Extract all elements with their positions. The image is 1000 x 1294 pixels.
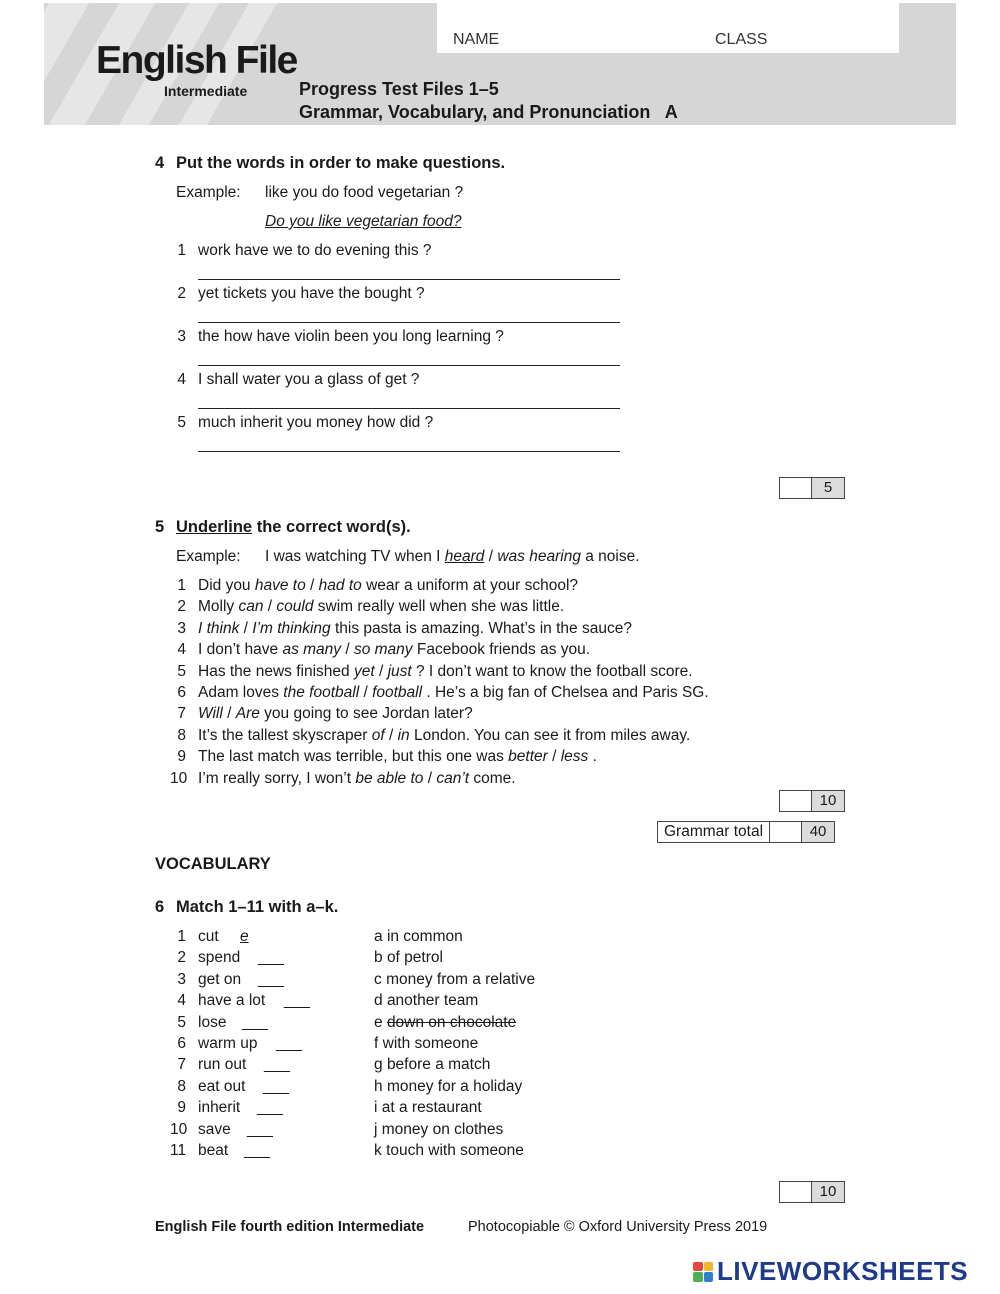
example-label: Example:	[176, 548, 241, 565]
score-input[interactable]	[780, 1182, 812, 1202]
choice-sentence	[198, 748, 597, 766]
option-b: was hearing	[497, 548, 581, 565]
question-number: 7	[177, 705, 186, 723]
match-number: 2	[177, 949, 186, 967]
choice-sentence	[198, 770, 516, 788]
separator: /	[484, 548, 498, 565]
name-class-box	[437, 3, 899, 53]
separator: /	[239, 619, 253, 637]
match-word: eat out	[198, 1077, 246, 1095]
score-max: 5	[812, 478, 844, 498]
liveworksheets-brand[interactable]	[693, 1256, 968, 1287]
section-4-heading: Put the words in order to make questions.	[176, 154, 506, 172]
answer-blank[interactable]: ___	[242, 1013, 268, 1031]
vocabulary-heading: VOCABULARY	[155, 855, 271, 873]
sentence-post: come.	[469, 769, 516, 787]
section-6-number: 6	[155, 898, 165, 916]
match-option	[374, 1142, 524, 1160]
score-input[interactable]	[770, 822, 802, 842]
match-word: spend	[198, 949, 241, 967]
match-option	[374, 949, 443, 967]
choice-sentence	[198, 727, 690, 745]
match-number: 10	[170, 1120, 188, 1138]
answer-blank[interactable]: ___	[258, 970, 284, 988]
option-text: money from a relative	[386, 970, 536, 988]
question-text: the how have violin been you long learning ?	[198, 328, 504, 345]
answer-line[interactable]	[198, 321, 620, 323]
section-5-number: 5	[155, 518, 165, 536]
option-text: money on clothes	[381, 1120, 504, 1138]
match-option	[374, 1099, 482, 1117]
sentence-pre: I don’t have	[198, 641, 283, 659]
answer-blank[interactable]: ___	[257, 1099, 283, 1117]
sentence-pre: The last match was terrible, but this one was	[198, 748, 509, 766]
sentence-post: a noise.	[580, 548, 640, 565]
option-letter: e	[374, 1013, 383, 1031]
separator: /	[341, 641, 354, 659]
choice-sentence	[198, 620, 632, 638]
match-number: 3	[177, 970, 186, 988]
option-b[interactable]: had to	[318, 577, 362, 594]
question-number: 3	[177, 619, 186, 637]
option-a[interactable]: of	[371, 726, 385, 744]
sentence-pre: Adam loves	[198, 684, 284, 701]
separator: /	[547, 748, 561, 766]
match-word: have a lot	[198, 992, 266, 1010]
sentence-post: . He’s a big fan of Chelsea and Paris SG.	[422, 684, 709, 701]
option-letter: b	[374, 949, 383, 967]
question-number: 10	[170, 769, 188, 787]
option-b[interactable]: I’m thinking	[252, 619, 331, 637]
test-title: Progress Test Files 1–5	[299, 79, 499, 99]
match-option	[374, 992, 478, 1010]
option-text: before a match	[386, 1056, 491, 1074]
answer-line[interactable]	[198, 407, 620, 409]
choice-sentence	[198, 577, 578, 595]
answer-blank[interactable]: ___	[244, 1142, 270, 1159]
question-number: 9	[177, 748, 186, 766]
question-number: 3	[177, 328, 186, 345]
option-text: money for a holiday	[386, 1077, 523, 1095]
score-input[interactable]	[780, 791, 812, 811]
option-letter: g	[374, 1056, 383, 1074]
example-prompt: like you do food vegetarian ?	[265, 184, 464, 201]
section-4-number: 4	[155, 154, 165, 172]
question-number: 1	[177, 577, 186, 594]
grammar-total-box	[657, 821, 835, 843]
question-number: 1	[177, 242, 186, 259]
section-6-heading: Match 1–11 with a–k.	[176, 898, 339, 916]
answer-blank[interactable]: ___	[264, 1056, 290, 1074]
example-answer: Do you like vegetarian food?	[265, 213, 462, 230]
option-letter: i	[374, 1099, 378, 1117]
sentence-pre: It’s the tallest skyscraper	[198, 726, 372, 744]
question-number: 5	[177, 414, 186, 431]
match-number: 4	[177, 992, 186, 1010]
section-5-score-box	[779, 790, 845, 812]
answer-blank[interactable]: ___	[258, 949, 284, 967]
section-5-heading	[176, 518, 411, 537]
grammar-total-max: 40	[802, 822, 834, 842]
option-b[interactable]: football	[372, 684, 423, 701]
option-a: heard	[444, 548, 485, 565]
separator: /	[359, 684, 373, 701]
option-text: in common	[386, 928, 463, 945]
footer-edition: English File fourth edition Intermediate	[155, 1219, 425, 1235]
match-number: 6	[177, 1035, 186, 1052]
match-word: get on	[198, 970, 242, 988]
section-6-score-box	[779, 1181, 845, 1203]
match-word: save	[198, 1120, 231, 1138]
sentence-pre: Molly	[198, 598, 239, 616]
separator: /	[374, 662, 388, 680]
english-file-logo: English File	[96, 39, 297, 82]
grammar-total-label: Grammar total	[658, 822, 770, 842]
match-number: 5	[177, 1013, 186, 1031]
example-answer: e	[240, 928, 249, 945]
answer-line[interactable]	[198, 278, 620, 280]
score-input[interactable]	[780, 478, 812, 498]
option-b[interactable]: Are	[235, 705, 260, 723]
separator: /	[423, 769, 437, 787]
option-b[interactable]: could	[276, 598, 314, 616]
answer-blank[interactable]: ___	[284, 992, 310, 1010]
match-word: beat	[198, 1142, 229, 1159]
sentence-post: Facebook friends as you.	[412, 641, 591, 659]
option-text: another team	[386, 992, 479, 1010]
option-letter: c	[374, 970, 382, 988]
sentence-post: wear a uniform at your school?	[361, 577, 579, 594]
option-a[interactable]: Will	[198, 705, 223, 723]
name-label: NAME	[453, 31, 500, 48]
option-b[interactable]: less	[560, 748, 589, 766]
match-word: inherit	[198, 1099, 241, 1117]
match-option	[374, 1056, 490, 1074]
match-word: run out	[198, 1056, 247, 1074]
option-letter: a	[374, 928, 383, 945]
example-label: Example:	[176, 184, 241, 201]
example-sentence	[265, 548, 640, 566]
option-a[interactable]: the football	[283, 684, 360, 701]
answer-blank[interactable]: ___	[276, 1035, 302, 1052]
match-option	[374, 1035, 478, 1053]
option-text: down on chocolate	[386, 1013, 517, 1031]
choice-sentence	[198, 684, 709, 702]
match-option	[374, 971, 535, 989]
liveworksheets-logo-icon	[693, 1262, 713, 1282]
match-option	[374, 1078, 522, 1096]
question-text: I shall water you a glass of get ?	[198, 371, 420, 388]
match-word: cut	[198, 928, 219, 945]
option-b[interactable]: so many	[353, 641, 413, 659]
score-max: 10	[812, 791, 844, 811]
option-text: with someone	[382, 1035, 479, 1052]
sentence-pre: Has the news finished	[198, 662, 354, 680]
separator: /	[384, 726, 398, 744]
question-number: 4	[177, 641, 186, 659]
option-text: at a restaurant	[381, 1099, 482, 1117]
score-max: 10	[812, 1182, 844, 1202]
option-letter: j	[374, 1120, 378, 1138]
question-number: 5	[177, 662, 186, 680]
heading-underline-word: Underline	[176, 518, 253, 536]
match-option	[374, 1121, 503, 1139]
option-a[interactable]: I think	[198, 619, 240, 637]
question-number: 4	[177, 371, 186, 388]
answer-blank[interactable]: ___	[263, 1077, 289, 1095]
sentence-post: you going to see Jordan later?	[259, 705, 473, 723]
answer-line[interactable]	[198, 364, 620, 366]
match-option	[374, 928, 463, 946]
option-b[interactable]: just	[387, 662, 412, 680]
choice-sentence	[198, 598, 564, 616]
option-b[interactable]: can’t	[436, 769, 470, 787]
option-text: touch with someone	[386, 1142, 524, 1159]
question-number: 8	[177, 726, 186, 744]
section-4-score-box	[779, 477, 845, 499]
sentence-post: London. You can see it from miles away.	[409, 726, 691, 744]
option-a[interactable]: as many	[282, 641, 342, 659]
match-word: warm up	[198, 1035, 258, 1052]
footer-copyright: Photocopiable © Oxford University Press 2019	[468, 1219, 768, 1235]
answer-line[interactable]	[198, 450, 620, 452]
sentence-post: this pasta is amazing. What’s in the sauce?	[330, 619, 632, 637]
sentence-pre: Did you	[198, 577, 255, 594]
option-text: of petrol	[386, 949, 443, 967]
choice-sentence	[198, 663, 693, 681]
choice-sentence	[198, 705, 473, 723]
separator: /	[305, 577, 319, 594]
match-number: 9	[177, 1099, 186, 1117]
logo-subtitle: Intermediate	[164, 83, 248, 99]
liveworksheets-wordmark: LIVEWORKSHEETS	[717, 1256, 969, 1286]
match-number: 11	[170, 1142, 187, 1159]
option-letter: k	[374, 1142, 382, 1159]
sentence-pre: I’m really sorry, I won’t	[198, 769, 356, 787]
match-number: 7	[177, 1056, 186, 1074]
option-letter: h	[374, 1077, 383, 1095]
heading-rest: the correct word(s).	[252, 518, 411, 536]
option-a[interactable]: have to	[254, 577, 306, 594]
class-label: CLASS	[715, 31, 768, 48]
option-a[interactable]: be able to	[355, 769, 424, 787]
match-word: lose	[198, 1013, 227, 1031]
question-number: 2	[177, 285, 186, 302]
match-number: 1	[177, 928, 186, 945]
sentence-post: swim really well when she was little.	[313, 598, 565, 616]
question-text: yet tickets you have the bought ?	[198, 285, 425, 302]
match-option	[374, 1014, 516, 1032]
question-number: 6	[177, 684, 186, 701]
header-banner	[44, 3, 956, 125]
option-a[interactable]: better	[508, 748, 548, 766]
sentence-post: ? I don’t want to know the football score.	[411, 662, 693, 680]
separator: /	[263, 598, 277, 616]
question-text: work have we to do evening this ?	[198, 242, 432, 259]
option-a[interactable]: can	[238, 598, 264, 616]
sentence-pre: I was watching TV when I	[265, 548, 445, 565]
option-b[interactable]: in	[397, 726, 410, 744]
separator: /	[222, 705, 236, 723]
test-subtitle: Grammar, Vocabulary, and Pronunciation A	[299, 102, 678, 122]
option-letter: d	[374, 992, 383, 1010]
answer-blank[interactable]: ___	[247, 1120, 273, 1138]
question-text: much inherit you money how did ?	[198, 414, 434, 431]
option-letter: f	[374, 1035, 379, 1052]
question-number: 2	[177, 598, 186, 616]
match-number: 8	[177, 1077, 186, 1095]
choice-sentence	[198, 641, 590, 659]
option-a[interactable]: yet	[353, 662, 375, 680]
sentence-post: .	[588, 748, 597, 766]
